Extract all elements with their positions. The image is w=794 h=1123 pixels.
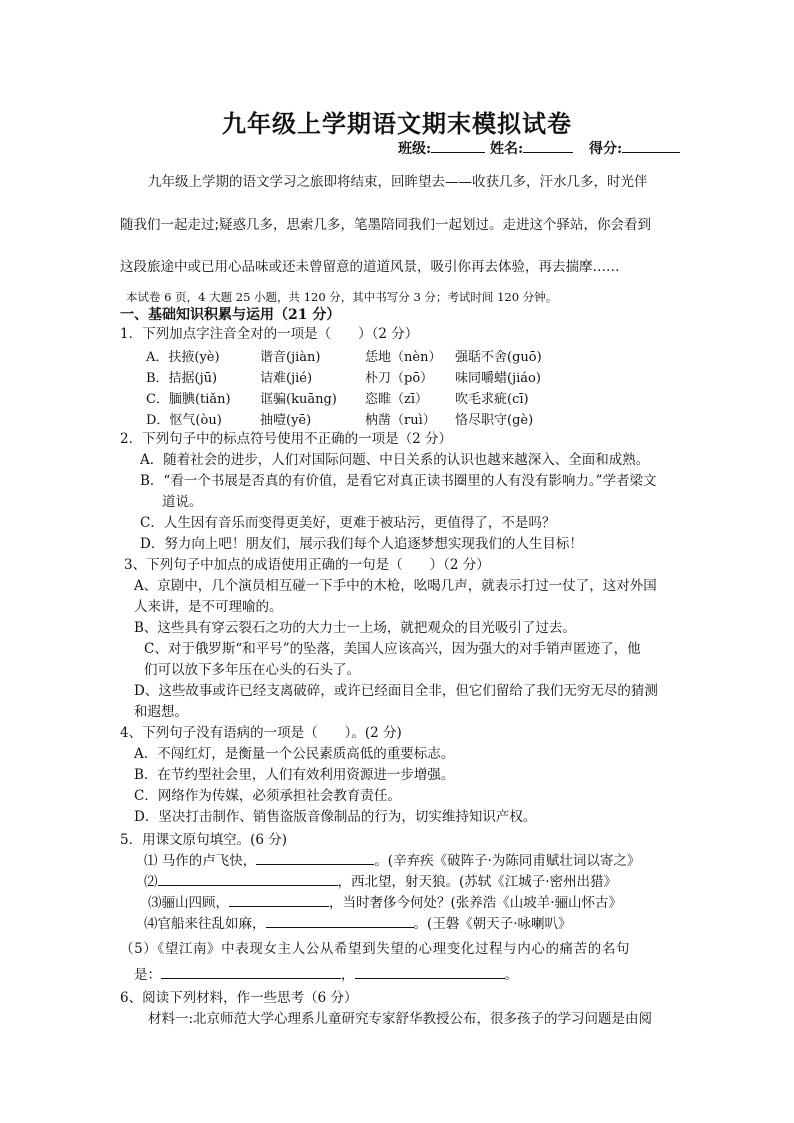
option-b-word: 诘难(jié) (260, 371, 313, 386)
fill-line-source: 。(王磐《朝天子·咏喇叭》 (413, 916, 572, 932)
fill-line-text: ⑴ 马作的卢飞快， (144, 853, 257, 869)
option-d-word: 抽噎(yē) (260, 413, 312, 428)
option-a-word: 恁地（nèn） (365, 350, 442, 365)
option-d: D．坚决打击制作、销售盗版音像制品的行为，切实维持知识产权。 (134, 809, 537, 825)
material-line: 材料一:北京师范大学心理系儿童研究专家舒华教授公布，很多孩子的学习问题是由阅 (148, 1011, 653, 1027)
intro-line: 随我们一起走过;疑惑几多，思索几多，笔墨陪同我们一起划过。走进这个驿站，你会看到 (120, 217, 652, 233)
option-d: D．怄气(òu) (146, 413, 222, 428)
question-stem: 5．用课文原句填空。(6 分) (120, 832, 288, 848)
fill-line-text: ⑷官船来往乱如麻， (144, 916, 266, 932)
option-b-word: 朴刀（pō） (365, 371, 434, 386)
option-c-word: 恣睢（zī） (365, 392, 429, 407)
option-c: C．网络作为传媒，必须承担社会教育责任。 (134, 788, 401, 804)
question-stem: 3、下列句子中加点的成语使用正确的一句是（ ）（2 分） (124, 557, 490, 573)
fill-line-4 (144, 915, 572, 933)
fill-line-text: 是： (134, 967, 161, 983)
class-label: 班级: (398, 141, 432, 157)
fill-line-2 (144, 873, 617, 891)
option-d-word: 恪尽职守(gè) (455, 413, 534, 428)
exam-note: 本试卷 6 页，4 大题 25 小题，共 120 分，其中书写分 3 分；考试时间 120 分钟。 (126, 290, 558, 304)
answer-blank[interactable] (256, 852, 374, 865)
fill-line-source: ，西北望，射天狼。(苏轼《江城子·密州出猎》 (337, 874, 618, 890)
page-title: 九年级上学期语文期末模拟试卷 (222, 109, 572, 138)
period: 。 (504, 967, 518, 983)
option-a: A．不闯红灯，是衡量一个公民素质高低的重要标志。 (134, 746, 455, 762)
option-c: C．人生因有音乐而变得更美好，更难于被玷污，更值得了，不是吗？ (140, 515, 556, 531)
fill-line-6 (134, 966, 518, 984)
fill-line-3 (148, 894, 622, 912)
student-info-line (398, 138, 680, 158)
fill-line-source: 。(辛弃疾《破阵子·为陈同甫赋壮词以寄之》 (374, 853, 641, 869)
option-c-word: 吹毛求疵(cī) (455, 392, 529, 407)
option-c-word: 诓骗(kuāng) (260, 392, 337, 407)
option-b: B．拮据(jū) (146, 371, 218, 386)
answer-blank[interactable] (161, 966, 341, 979)
option-a: A．随着社会的进步，人们对国际问题、中日关系的认识也越来越深入、全面和成熟。 (140, 452, 650, 468)
fill-line-source: ，当时奢侈今何处？(张养浩《山坡羊·骊山怀古》 (329, 895, 623, 911)
answer-blank[interactable] (266, 915, 414, 928)
option-b-word: 味同嚼蜡(jiáo) (455, 371, 541, 386)
option-b: B、这些具有穿云裂石之功的大力士一上场，就把观众的目光吸引了过去。 (134, 620, 576, 636)
comma: ， (341, 967, 355, 983)
option-d-word: 枘凿（ruì） (365, 413, 436, 428)
name-label: 姓名: (490, 141, 524, 157)
option-b: B．“看一个书展是否真的有价值，是看它对真正读书圈里的人有没有影响力。”学者梁文 (140, 473, 657, 489)
option-a: A、京剧中，几个演员相互碰一下手中的木枪，吆喝几声，就表示打过一仗了，这对外国 (134, 578, 657, 594)
option-c: C、对于俄罗斯“和平号”的坠落，美国人应该高兴，因为强大的对手销声匿迹了，他 (144, 641, 641, 657)
option-a: A．扶掖(yè) (146, 350, 220, 365)
answer-blank[interactable] (229, 894, 329, 907)
answer-blank[interactable] (355, 966, 505, 979)
fill-line-text: ⑵ (144, 874, 158, 890)
score-blank[interactable] (622, 140, 680, 153)
question-stem: 6、阅读下列材料，作一些思考（6 分） (120, 990, 358, 1006)
option-a-cont: 人来讲，是不可理喻的。 (134, 599, 283, 615)
section-heading: 一、基础知识积累与运用（21 分） (120, 307, 341, 323)
option-c-cont: 们可以放下多年压在心头的石头了。 (144, 662, 360, 678)
intro-line: 这段旅途中或已用心品味或还未曾留意的道道风景，吸引你再去体验，再去揣摩…… (120, 259, 620, 275)
name-blank[interactable] (523, 140, 573, 153)
option-b: B．在节约型社会里，人们有效利用资源进一步增强。 (134, 767, 455, 783)
option-d: D、这些故事或许已经支离破碎，或许已经面目全非，但它们留给了我们无穷无尽的猜测 (134, 683, 658, 699)
fill-line-5: （5）《望江南》中表现女主人公从希望到失望的心理变化过程与内心的痛苦的名句 (120, 941, 631, 957)
option-a-word: 强聒不舍(guō) (455, 350, 542, 365)
class-blank[interactable] (431, 140, 485, 153)
option-d-cont: 和遐想。 (134, 704, 188, 720)
intro-line: 九年级上学期的语文学习之旅即将结束，回眸望去——收获几多，汗水几多，时光伴 (148, 174, 648, 190)
option-a-word: 谐音(jiàn) (260, 350, 321, 365)
question-stem: 2．下列句子中的标点符号使用不正确的一项是（2 分） (120, 431, 452, 447)
question-stem: 4、下列句子没有语病的一项是（ ）。(2 分) (120, 725, 402, 741)
option-c: C．腼腆(tiǎn) (146, 392, 231, 407)
fill-line-text: ⑶骊山四顾， (148, 895, 229, 911)
answer-blank[interactable] (158, 873, 338, 886)
fill-line-1 (144, 852, 640, 870)
question-stem: 1．下列加点字注音全对的一项是（ ）（2 分） (120, 326, 419, 342)
option-d: D．努力向上吧！朋友们，展示我们每个人追逐梦想实现我们的人生目标！ (140, 536, 583, 552)
score-label: 得分: (588, 141, 623, 157)
option-b-cont: 道说。 (162, 494, 203, 510)
